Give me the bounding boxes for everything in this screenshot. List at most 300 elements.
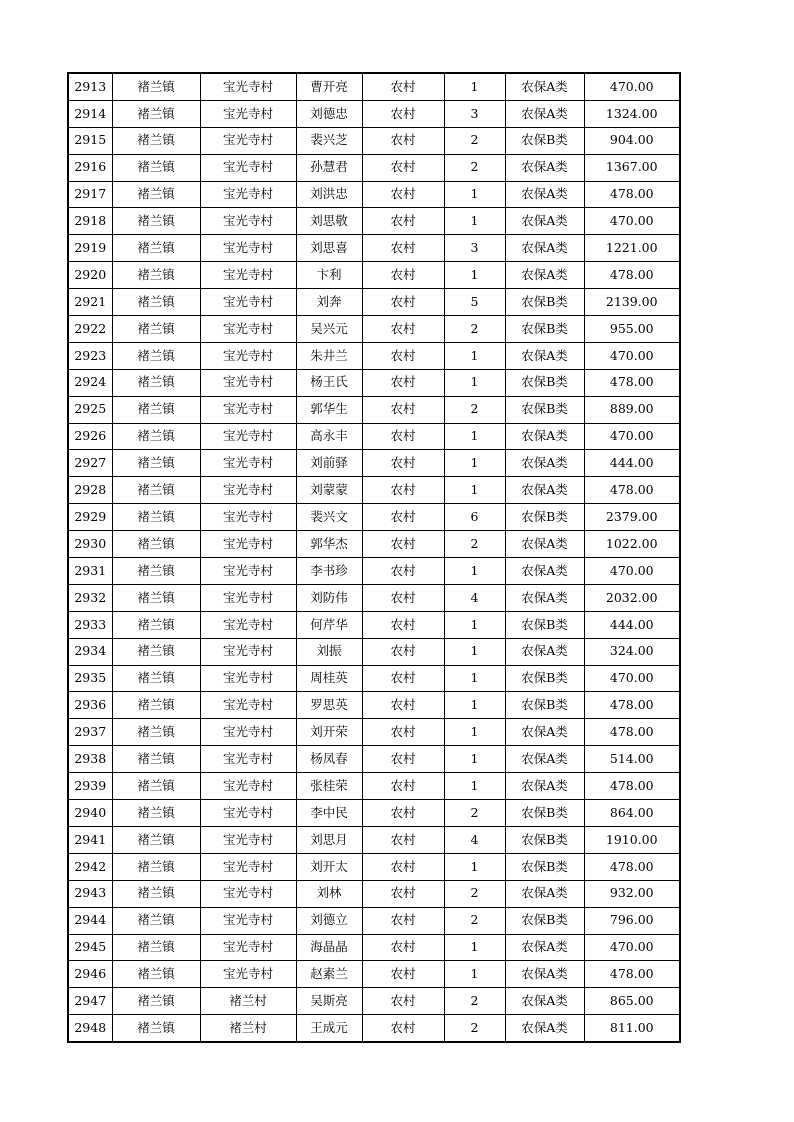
row-number-cell: 2947 xyxy=(68,988,112,1015)
town-cell: 褚兰镇 xyxy=(112,746,200,773)
category-cell: 农保B类 xyxy=(505,369,584,396)
town-cell: 褚兰镇 xyxy=(112,880,200,907)
village-cell: 宝光寺村 xyxy=(200,773,296,800)
person-count-cell: 1 xyxy=(444,477,505,504)
amount-cell: 324.00 xyxy=(584,638,680,665)
table-row xyxy=(68,531,680,558)
person-count-cell: 2 xyxy=(444,531,505,558)
category-cell: 农保A类 xyxy=(505,531,584,558)
person-count-cell: 1 xyxy=(444,719,505,746)
table-row xyxy=(68,289,680,316)
amount-cell: 478.00 xyxy=(584,262,680,289)
town-cell: 褚兰镇 xyxy=(112,100,200,127)
row-number-cell: 2942 xyxy=(68,853,112,880)
household-type-cell: 农村 xyxy=(362,1015,444,1042)
village-cell: 宝光寺村 xyxy=(200,826,296,853)
household-type-cell: 农村 xyxy=(362,558,444,585)
person-count-cell: 2 xyxy=(444,396,505,423)
name-cell: 吴斯亮 xyxy=(296,988,362,1015)
row-number-cell: 2946 xyxy=(68,961,112,988)
name-cell: 刘思月 xyxy=(296,826,362,853)
town-cell: 褚兰镇 xyxy=(112,262,200,289)
person-count-cell: 1 xyxy=(444,208,505,235)
table-row xyxy=(68,692,680,719)
category-cell: 农保A类 xyxy=(505,746,584,773)
town-cell: 褚兰镇 xyxy=(112,988,200,1015)
name-cell: 李中民 xyxy=(296,800,362,827)
name-cell: 郭华杰 xyxy=(296,531,362,558)
person-count-cell: 6 xyxy=(444,504,505,531)
row-number-cell: 2924 xyxy=(68,369,112,396)
amount-cell: 478.00 xyxy=(584,961,680,988)
person-count-cell: 1 xyxy=(444,262,505,289)
table-row xyxy=(68,584,680,611)
amount-cell: 478.00 xyxy=(584,369,680,396)
row-number-cell: 2936 xyxy=(68,692,112,719)
table-row xyxy=(68,477,680,504)
household-type-cell: 农村 xyxy=(362,611,444,638)
amount-cell: 444.00 xyxy=(584,450,680,477)
town-cell: 褚兰镇 xyxy=(112,477,200,504)
person-count-cell: 2 xyxy=(444,154,505,181)
table-row xyxy=(68,907,680,934)
household-type-cell: 农村 xyxy=(362,692,444,719)
town-cell: 褚兰镇 xyxy=(112,423,200,450)
table-row xyxy=(68,423,680,450)
name-cell: 裴兴芝 xyxy=(296,127,362,154)
row-number-cell: 2927 xyxy=(68,450,112,477)
town-cell: 褚兰镇 xyxy=(112,907,200,934)
row-number-cell: 2944 xyxy=(68,907,112,934)
village-cell: 宝光寺村 xyxy=(200,558,296,585)
table-row xyxy=(68,719,680,746)
name-cell: 刘振 xyxy=(296,638,362,665)
town-cell: 褚兰镇 xyxy=(112,342,200,369)
amount-cell: 1324.00 xyxy=(584,100,680,127)
row-number-cell: 2937 xyxy=(68,719,112,746)
table-row xyxy=(68,746,680,773)
name-cell: 孙慧君 xyxy=(296,154,362,181)
village-cell: 宝光寺村 xyxy=(200,342,296,369)
household-type-cell: 农村 xyxy=(362,880,444,907)
amount-cell: 865.00 xyxy=(584,988,680,1015)
category-cell: 农保A类 xyxy=(505,961,584,988)
name-cell: 刘前驿 xyxy=(296,450,362,477)
person-count-cell: 1 xyxy=(444,369,505,396)
village-cell: 宝光寺村 xyxy=(200,665,296,692)
table-row xyxy=(68,961,680,988)
town-cell: 褚兰镇 xyxy=(112,369,200,396)
village-cell: 宝光寺村 xyxy=(200,396,296,423)
person-count-cell: 1 xyxy=(444,638,505,665)
household-type-cell: 农村 xyxy=(362,289,444,316)
town-cell: 褚兰镇 xyxy=(112,934,200,961)
amount-cell: 796.00 xyxy=(584,907,680,934)
household-type-cell: 农村 xyxy=(362,719,444,746)
town-cell: 褚兰镇 xyxy=(112,719,200,746)
person-count-cell: 2 xyxy=(444,907,505,934)
row-number-cell: 2920 xyxy=(68,262,112,289)
table-row xyxy=(68,181,680,208)
person-count-cell: 2 xyxy=(444,316,505,343)
row-number-cell: 2935 xyxy=(68,665,112,692)
person-count-cell: 1 xyxy=(444,773,505,800)
village-cell: 宝光寺村 xyxy=(200,450,296,477)
category-cell: 农保A类 xyxy=(505,181,584,208)
village-cell: 褚兰村 xyxy=(200,988,296,1015)
person-count-cell: 1 xyxy=(444,746,505,773)
person-count-cell: 5 xyxy=(444,289,505,316)
village-cell: 宝光寺村 xyxy=(200,100,296,127)
household-type-cell: 农村 xyxy=(362,477,444,504)
household-type-cell: 农村 xyxy=(362,826,444,853)
village-cell: 宝光寺村 xyxy=(200,423,296,450)
household-type-cell: 农村 xyxy=(362,127,444,154)
village-cell: 宝光寺村 xyxy=(200,611,296,638)
name-cell: 刘防伟 xyxy=(296,584,362,611)
row-number-cell: 2925 xyxy=(68,396,112,423)
town-cell: 褚兰镇 xyxy=(112,154,200,181)
row-number-cell: 2918 xyxy=(68,208,112,235)
name-cell: 刘思喜 xyxy=(296,235,362,262)
person-count-cell: 4 xyxy=(444,584,505,611)
household-type-cell: 农村 xyxy=(362,907,444,934)
table-body xyxy=(68,73,680,1042)
household-type-cell: 农村 xyxy=(362,316,444,343)
row-number-cell: 2943 xyxy=(68,880,112,907)
name-cell: 何芹华 xyxy=(296,611,362,638)
row-number-cell: 2941 xyxy=(68,826,112,853)
row-number-cell: 2914 xyxy=(68,100,112,127)
household-type-cell: 农村 xyxy=(362,584,444,611)
category-cell: 农保B类 xyxy=(505,665,584,692)
village-cell: 宝光寺村 xyxy=(200,934,296,961)
category-cell: 农保B类 xyxy=(505,692,584,719)
amount-cell: 955.00 xyxy=(584,316,680,343)
amount-cell: 478.00 xyxy=(584,692,680,719)
village-cell: 宝光寺村 xyxy=(200,181,296,208)
village-cell: 宝光寺村 xyxy=(200,208,296,235)
household-type-cell: 农村 xyxy=(362,100,444,127)
row-number-cell: 2922 xyxy=(68,316,112,343)
category-cell: 农保A类 xyxy=(505,342,584,369)
table-row xyxy=(68,558,680,585)
household-type-cell: 农村 xyxy=(362,638,444,665)
person-count-cell: 3 xyxy=(444,100,505,127)
village-cell: 宝光寺村 xyxy=(200,800,296,827)
row-number-cell: 2945 xyxy=(68,934,112,961)
table-row xyxy=(68,880,680,907)
town-cell: 褚兰镇 xyxy=(112,853,200,880)
row-number-cell: 2930 xyxy=(68,531,112,558)
name-cell: 吴兴元 xyxy=(296,316,362,343)
village-cell: 宝光寺村 xyxy=(200,262,296,289)
row-number-cell: 2913 xyxy=(68,73,112,100)
town-cell: 褚兰镇 xyxy=(112,450,200,477)
town-cell: 褚兰镇 xyxy=(112,504,200,531)
village-cell: 宝光寺村 xyxy=(200,504,296,531)
name-cell: 杨凤春 xyxy=(296,746,362,773)
subsidy-table xyxy=(67,72,681,1043)
village-cell: 宝光寺村 xyxy=(200,638,296,665)
category-cell: 农保A类 xyxy=(505,450,584,477)
amount-cell: 1022.00 xyxy=(584,531,680,558)
name-cell: 刘德立 xyxy=(296,907,362,934)
category-cell: 农保A类 xyxy=(505,100,584,127)
table-row xyxy=(68,800,680,827)
amount-cell: 904.00 xyxy=(584,127,680,154)
household-type-cell: 农村 xyxy=(362,369,444,396)
category-cell: 农保A类 xyxy=(505,934,584,961)
name-cell: 杨王氏 xyxy=(296,369,362,396)
village-cell: 宝光寺村 xyxy=(200,289,296,316)
category-cell: 农保B类 xyxy=(505,907,584,934)
town-cell: 褚兰镇 xyxy=(112,531,200,558)
person-count-cell: 1 xyxy=(444,73,505,100)
category-cell: 农保B类 xyxy=(505,289,584,316)
person-count-cell: 1 xyxy=(444,611,505,638)
village-cell: 宝光寺村 xyxy=(200,369,296,396)
row-number-cell: 2916 xyxy=(68,154,112,181)
person-count-cell: 1 xyxy=(444,558,505,585)
table-row xyxy=(68,611,680,638)
amount-cell: 2032.00 xyxy=(584,584,680,611)
row-number-cell: 2948 xyxy=(68,1015,112,1042)
category-cell: 农保A类 xyxy=(505,1015,584,1042)
village-cell: 宝光寺村 xyxy=(200,584,296,611)
person-count-cell: 4 xyxy=(444,826,505,853)
town-cell: 褚兰镇 xyxy=(112,773,200,800)
row-number-cell: 2917 xyxy=(68,181,112,208)
village-cell: 宝光寺村 xyxy=(200,531,296,558)
table-row xyxy=(68,826,680,853)
category-cell: 农保A类 xyxy=(505,423,584,450)
household-type-cell: 农村 xyxy=(362,235,444,262)
category-cell: 农保B类 xyxy=(505,316,584,343)
amount-cell: 478.00 xyxy=(584,477,680,504)
household-type-cell: 农村 xyxy=(362,154,444,181)
name-cell: 刘洪忠 xyxy=(296,181,362,208)
row-number-cell: 2933 xyxy=(68,611,112,638)
name-cell: 裴兴文 xyxy=(296,504,362,531)
amount-cell: 444.00 xyxy=(584,611,680,638)
name-cell: 刘蒙蒙 xyxy=(296,477,362,504)
household-type-cell: 农村 xyxy=(362,73,444,100)
household-type-cell: 农村 xyxy=(362,181,444,208)
household-type-cell: 农村 xyxy=(362,934,444,961)
table-row xyxy=(68,1015,680,1042)
village-cell: 宝光寺村 xyxy=(200,907,296,934)
village-cell: 宝光寺村 xyxy=(200,73,296,100)
amount-cell: 470.00 xyxy=(584,558,680,585)
row-number-cell: 2923 xyxy=(68,342,112,369)
village-cell: 宝光寺村 xyxy=(200,853,296,880)
town-cell: 褚兰镇 xyxy=(112,73,200,100)
household-type-cell: 农村 xyxy=(362,665,444,692)
household-type-cell: 农村 xyxy=(362,988,444,1015)
town-cell: 褚兰镇 xyxy=(112,692,200,719)
name-cell: 刘开太 xyxy=(296,853,362,880)
category-cell: 农保A类 xyxy=(505,154,584,181)
table-row xyxy=(68,127,680,154)
household-type-cell: 农村 xyxy=(362,504,444,531)
table-row xyxy=(68,235,680,262)
town-cell: 褚兰镇 xyxy=(112,638,200,665)
town-cell: 褚兰镇 xyxy=(112,396,200,423)
person-count-cell: 1 xyxy=(444,934,505,961)
row-number-cell: 2921 xyxy=(68,289,112,316)
row-number-cell: 2929 xyxy=(68,504,112,531)
person-count-cell: 1 xyxy=(444,181,505,208)
town-cell: 褚兰镇 xyxy=(112,316,200,343)
name-cell: 海晶晶 xyxy=(296,934,362,961)
category-cell: 农保A类 xyxy=(505,719,584,746)
category-cell: 农保A类 xyxy=(505,988,584,1015)
household-type-cell: 农村 xyxy=(362,746,444,773)
table-row xyxy=(68,773,680,800)
village-cell: 宝光寺村 xyxy=(200,961,296,988)
row-number-cell: 2934 xyxy=(68,638,112,665)
amount-cell: 2379.00 xyxy=(584,504,680,531)
table-row xyxy=(68,316,680,343)
category-cell: 农保B类 xyxy=(505,853,584,880)
amount-cell: 470.00 xyxy=(584,342,680,369)
household-type-cell: 农村 xyxy=(362,342,444,369)
row-number-cell: 2926 xyxy=(68,423,112,450)
table-row xyxy=(68,208,680,235)
name-cell: 赵素兰 xyxy=(296,961,362,988)
row-number-cell: 2931 xyxy=(68,558,112,585)
name-cell: 张桂荣 xyxy=(296,773,362,800)
name-cell: 罗思英 xyxy=(296,692,362,719)
town-cell: 褚兰镇 xyxy=(112,961,200,988)
village-cell: 宝光寺村 xyxy=(200,127,296,154)
name-cell: 刘奔 xyxy=(296,289,362,316)
row-number-cell: 2919 xyxy=(68,235,112,262)
person-count-cell: 2 xyxy=(444,880,505,907)
amount-cell: 889.00 xyxy=(584,396,680,423)
town-cell: 褚兰镇 xyxy=(112,208,200,235)
village-cell: 宝光寺村 xyxy=(200,477,296,504)
name-cell: 朱井兰 xyxy=(296,342,362,369)
table-row xyxy=(68,934,680,961)
category-cell: 农保A类 xyxy=(505,477,584,504)
table-row xyxy=(68,154,680,181)
person-count-cell: 1 xyxy=(444,853,505,880)
amount-cell: 478.00 xyxy=(584,181,680,208)
name-cell: 王成元 xyxy=(296,1015,362,1042)
town-cell: 褚兰镇 xyxy=(112,800,200,827)
table-row xyxy=(68,988,680,1015)
name-cell: 刘思敬 xyxy=(296,208,362,235)
amount-cell: 478.00 xyxy=(584,773,680,800)
name-cell: 周桂英 xyxy=(296,665,362,692)
name-cell: 郭华生 xyxy=(296,396,362,423)
category-cell: 农保B类 xyxy=(505,127,584,154)
town-cell: 褚兰镇 xyxy=(112,665,200,692)
village-cell: 宝光寺村 xyxy=(200,880,296,907)
table-row xyxy=(68,369,680,396)
person-count-cell: 1 xyxy=(444,423,505,450)
amount-cell: 470.00 xyxy=(584,665,680,692)
village-cell: 宝光寺村 xyxy=(200,235,296,262)
row-number-cell: 2939 xyxy=(68,773,112,800)
town-cell: 褚兰镇 xyxy=(112,181,200,208)
village-cell: 宝光寺村 xyxy=(200,692,296,719)
category-cell: 农保A类 xyxy=(505,262,584,289)
category-cell: 农保B类 xyxy=(505,396,584,423)
amount-cell: 1221.00 xyxy=(584,235,680,262)
town-cell: 褚兰镇 xyxy=(112,235,200,262)
household-type-cell: 农村 xyxy=(362,423,444,450)
household-type-cell: 农村 xyxy=(362,262,444,289)
village-cell: 宝光寺村 xyxy=(200,719,296,746)
amount-cell: 470.00 xyxy=(584,208,680,235)
person-count-cell: 1 xyxy=(444,450,505,477)
category-cell: 农保A类 xyxy=(505,235,584,262)
person-count-cell: 2 xyxy=(444,988,505,1015)
name-cell: 高永丰 xyxy=(296,423,362,450)
table-row xyxy=(68,450,680,477)
household-type-cell: 农村 xyxy=(362,208,444,235)
category-cell: 农保A类 xyxy=(505,73,584,100)
village-cell: 宝光寺村 xyxy=(200,316,296,343)
town-cell: 褚兰镇 xyxy=(112,558,200,585)
amount-cell: 811.00 xyxy=(584,1015,680,1042)
person-count-cell: 2 xyxy=(444,800,505,827)
name-cell: 曹开亮 xyxy=(296,73,362,100)
person-count-cell: 3 xyxy=(444,235,505,262)
person-count-cell: 1 xyxy=(444,961,505,988)
village-cell: 宝光寺村 xyxy=(200,746,296,773)
table-row xyxy=(68,638,680,665)
household-type-cell: 农村 xyxy=(362,961,444,988)
name-cell: 李书珍 xyxy=(296,558,362,585)
category-cell: 农保A类 xyxy=(505,880,584,907)
amount-cell: 2139.00 xyxy=(584,289,680,316)
name-cell: 卞利 xyxy=(296,262,362,289)
town-cell: 褚兰镇 xyxy=(112,611,200,638)
household-type-cell: 农村 xyxy=(362,396,444,423)
category-cell: 农保A类 xyxy=(505,773,584,800)
row-number-cell: 2938 xyxy=(68,746,112,773)
town-cell: 褚兰镇 xyxy=(112,289,200,316)
amount-cell: 470.00 xyxy=(584,934,680,961)
person-count-cell: 1 xyxy=(444,692,505,719)
person-count-cell: 2 xyxy=(444,127,505,154)
table-row xyxy=(68,853,680,880)
table-row xyxy=(68,73,680,100)
village-cell: 宝光寺村 xyxy=(200,154,296,181)
category-cell: 农保B类 xyxy=(505,800,584,827)
town-cell: 褚兰镇 xyxy=(112,584,200,611)
amount-cell: 470.00 xyxy=(584,423,680,450)
town-cell: 褚兰镇 xyxy=(112,826,200,853)
name-cell: 刘开荣 xyxy=(296,719,362,746)
table-row xyxy=(68,504,680,531)
row-number-cell: 2928 xyxy=(68,477,112,504)
category-cell: 农保A类 xyxy=(505,208,584,235)
amount-cell: 478.00 xyxy=(584,853,680,880)
person-count-cell: 1 xyxy=(444,665,505,692)
category-cell: 农保A类 xyxy=(505,584,584,611)
amount-cell: 864.00 xyxy=(584,800,680,827)
category-cell: 农保A类 xyxy=(505,638,584,665)
town-cell: 褚兰镇 xyxy=(112,1015,200,1042)
household-type-cell: 农村 xyxy=(362,853,444,880)
table-row xyxy=(68,262,680,289)
household-type-cell: 农村 xyxy=(362,773,444,800)
